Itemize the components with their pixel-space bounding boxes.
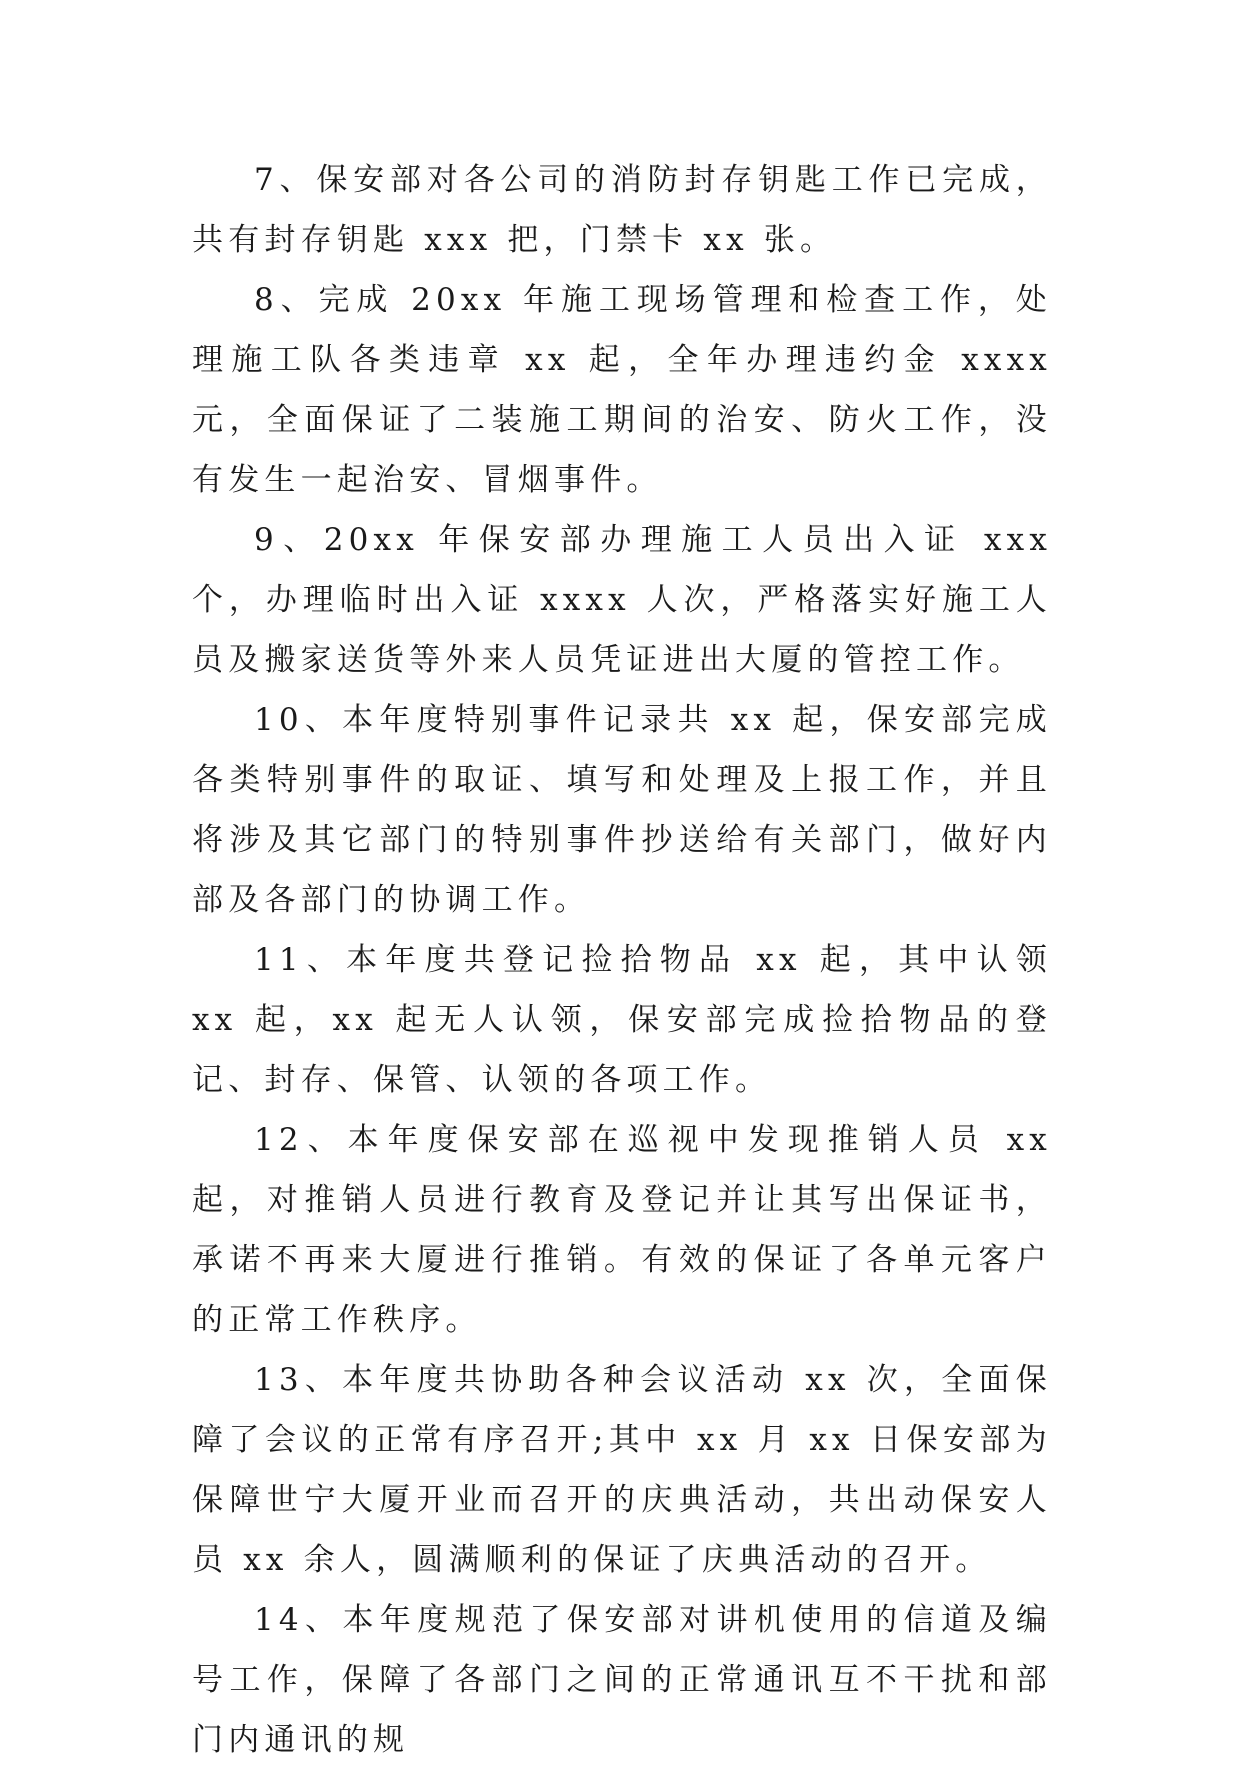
paragraph-item-10: 10、本年度特别事件记录共 xx 起，保安部完成各类特别事件的取证、填写和处理及上报工作，并且将涉及其它部门的特别事件抄送给有关部门，做好内部及各部门的协调工作。 [192,702,1052,918]
paragraph-item-9: 9、20xx 年保安部办理施工人员出入证 xxx 个，办理临时出入证 xxxx 人次，严格落实好施工人员及搬家送货等外来人员凭证进出大厦的管控工作。 [192,522,1052,678]
paragraph-item-8: 8、完成 20xx 年施工现场管理和检查工作，处理施工队各类违章 xx 起，全年办理违约金 xxxx 元，全面保证了二装施工期间的治安、防火工作，没有发生一起治安、冒烟事件。 [192,282,1052,498]
paragraph-item-7: 7、保安部对各公司的消防封存钥匙工作已完成，共有封存钥匙 xxx 把，门禁卡 xx 张。 [192,162,1052,258]
paragraph-item-13: 13、本年度共协助各种会议活动 xx 次，全面保障了会议的正常有序召开;其中 xx 月 xx 日保安部为保障世宁大厦开业而召开的庆典活动，共出动保安人员 xx 余人，圆满顺利的保证了庆典活动的召开。 [192,1362,1052,1578]
document-page [192,150,1052,1770]
paragraph-item-14: 14、本年度规范了保安部对讲机使用的信道及编号工作，保障了各部门之间的正常通讯互不干扰和部门内通讯的规 [192,1602,1052,1758]
paragraph-item-12: 12、本年度保安部在巡视中发现推销人员 xx 起，对推销人员进行教育及登记并让其写出保证书，承诺不再来大厦进行推销。有效的保证了各单元客户的正常工作秩序。 [192,1122,1052,1338]
paragraph-item-11: 11、本年度共登记捡拾物品 xx 起，其中认领 xx 起，xx 起无人认领，保安部完成捡拾物品的登记、封存、保管、认领的各项工作。 [192,942,1052,1098]
